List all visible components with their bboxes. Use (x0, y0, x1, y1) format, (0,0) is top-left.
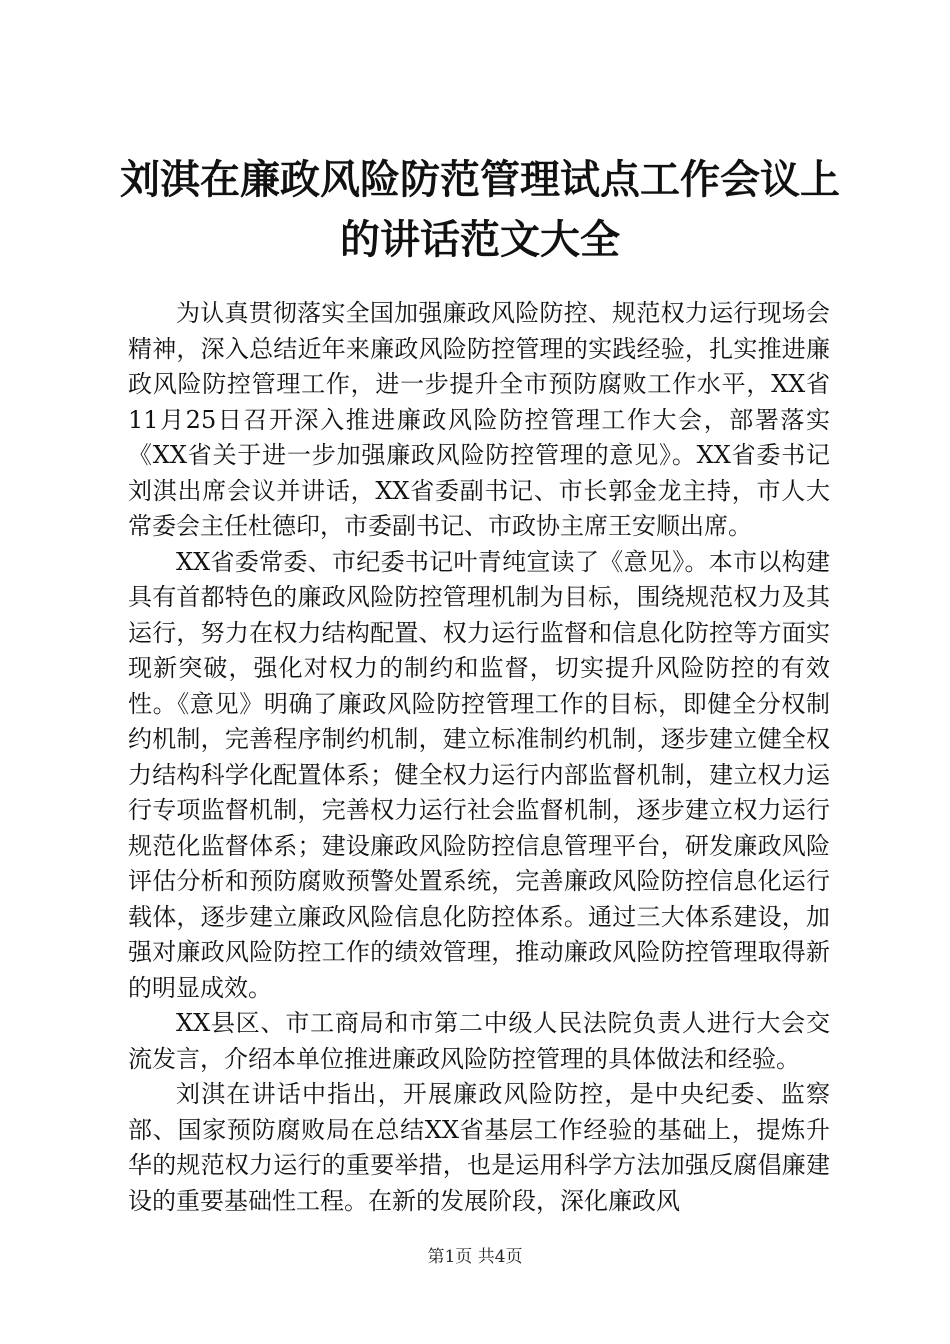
document-title: 刘淇在廉政风险防范管理试点工作会议上的讲话范文大全 (120, 156, 840, 263)
page-number-footer: 第1页 共4页 (427, 1247, 523, 1267)
paragraph-3: XX县区、市工商局和市第二中级人民法院负责人进行大会交流发言，介绍本单位推进廉政风险防控管理的具体做法和经验。 (128, 1009, 830, 1073)
paragraph-4: 刘淇在讲话中指出，开展廉政风险防控，是中央纪委、监察部、国家预防腐败局在总结XX省基层工作经验的基础上，提炼升华的规范权力运行的重要举措，也是运用科学方法加强反腐倡廉建设的重要基础性工程。在新的发展阶段，深化廉政风 (128, 1080, 830, 1215)
document-body (128, 296, 830, 1219)
paragraph-1: 为认真贯彻落实全国加强廉政风险防控、规范权力运行现场会精神，深入总结近年来廉政风险防控管理的实践经验，扎实推进廉政风险防控管理工作，进一步提升全市预防腐败工作水平，XX省11月25日召开深入推进廉政风险防控管理工作大会，部署落实《XX省关于进一步加强廉政风险防控管理的意见》。XX省委书记刘淇出席会议并讲话，XX省委副书记、市长郭金龙主持，市人大常委会主任杜德印，市委副书记、市政协主席王安顺出席。 (128, 299, 830, 540)
paragraph-2: XX省委常委、市纪委书记叶青纯宣读了《意见》。本市以构建具有首都特色的廉政风险防控管理机制为目标，围绕规范权力及其运行，努力在权力结构配置、权力运行监督和信息化防控等方面实现新突破，强化对权力的制约和监督，切实提升风险防控的有效性。《意见》明确了廉政风险防控管理工作的目标，即健全分权制约机制，完善程序制约机制，建立标准制约机制，逐步建立健全权力结构科学化配置体系；健全权力运行内部监督机制，建立权力运行专项监督机制，完善权力运行社会监督机制，逐步建立权力运行规范化监督体系；建设廉政风险防控信息管理平台，研发廉政风险评估分析和预防腐败预警处置系统，完善廉政风险防控信息化运行载体，逐步建立廉政风险信息化防控体系。通过三大体系建设，加强对廉政风险防控工作的绩效管理，推动廉政风险防控管理取得新的明显成效。 (128, 547, 830, 1002)
